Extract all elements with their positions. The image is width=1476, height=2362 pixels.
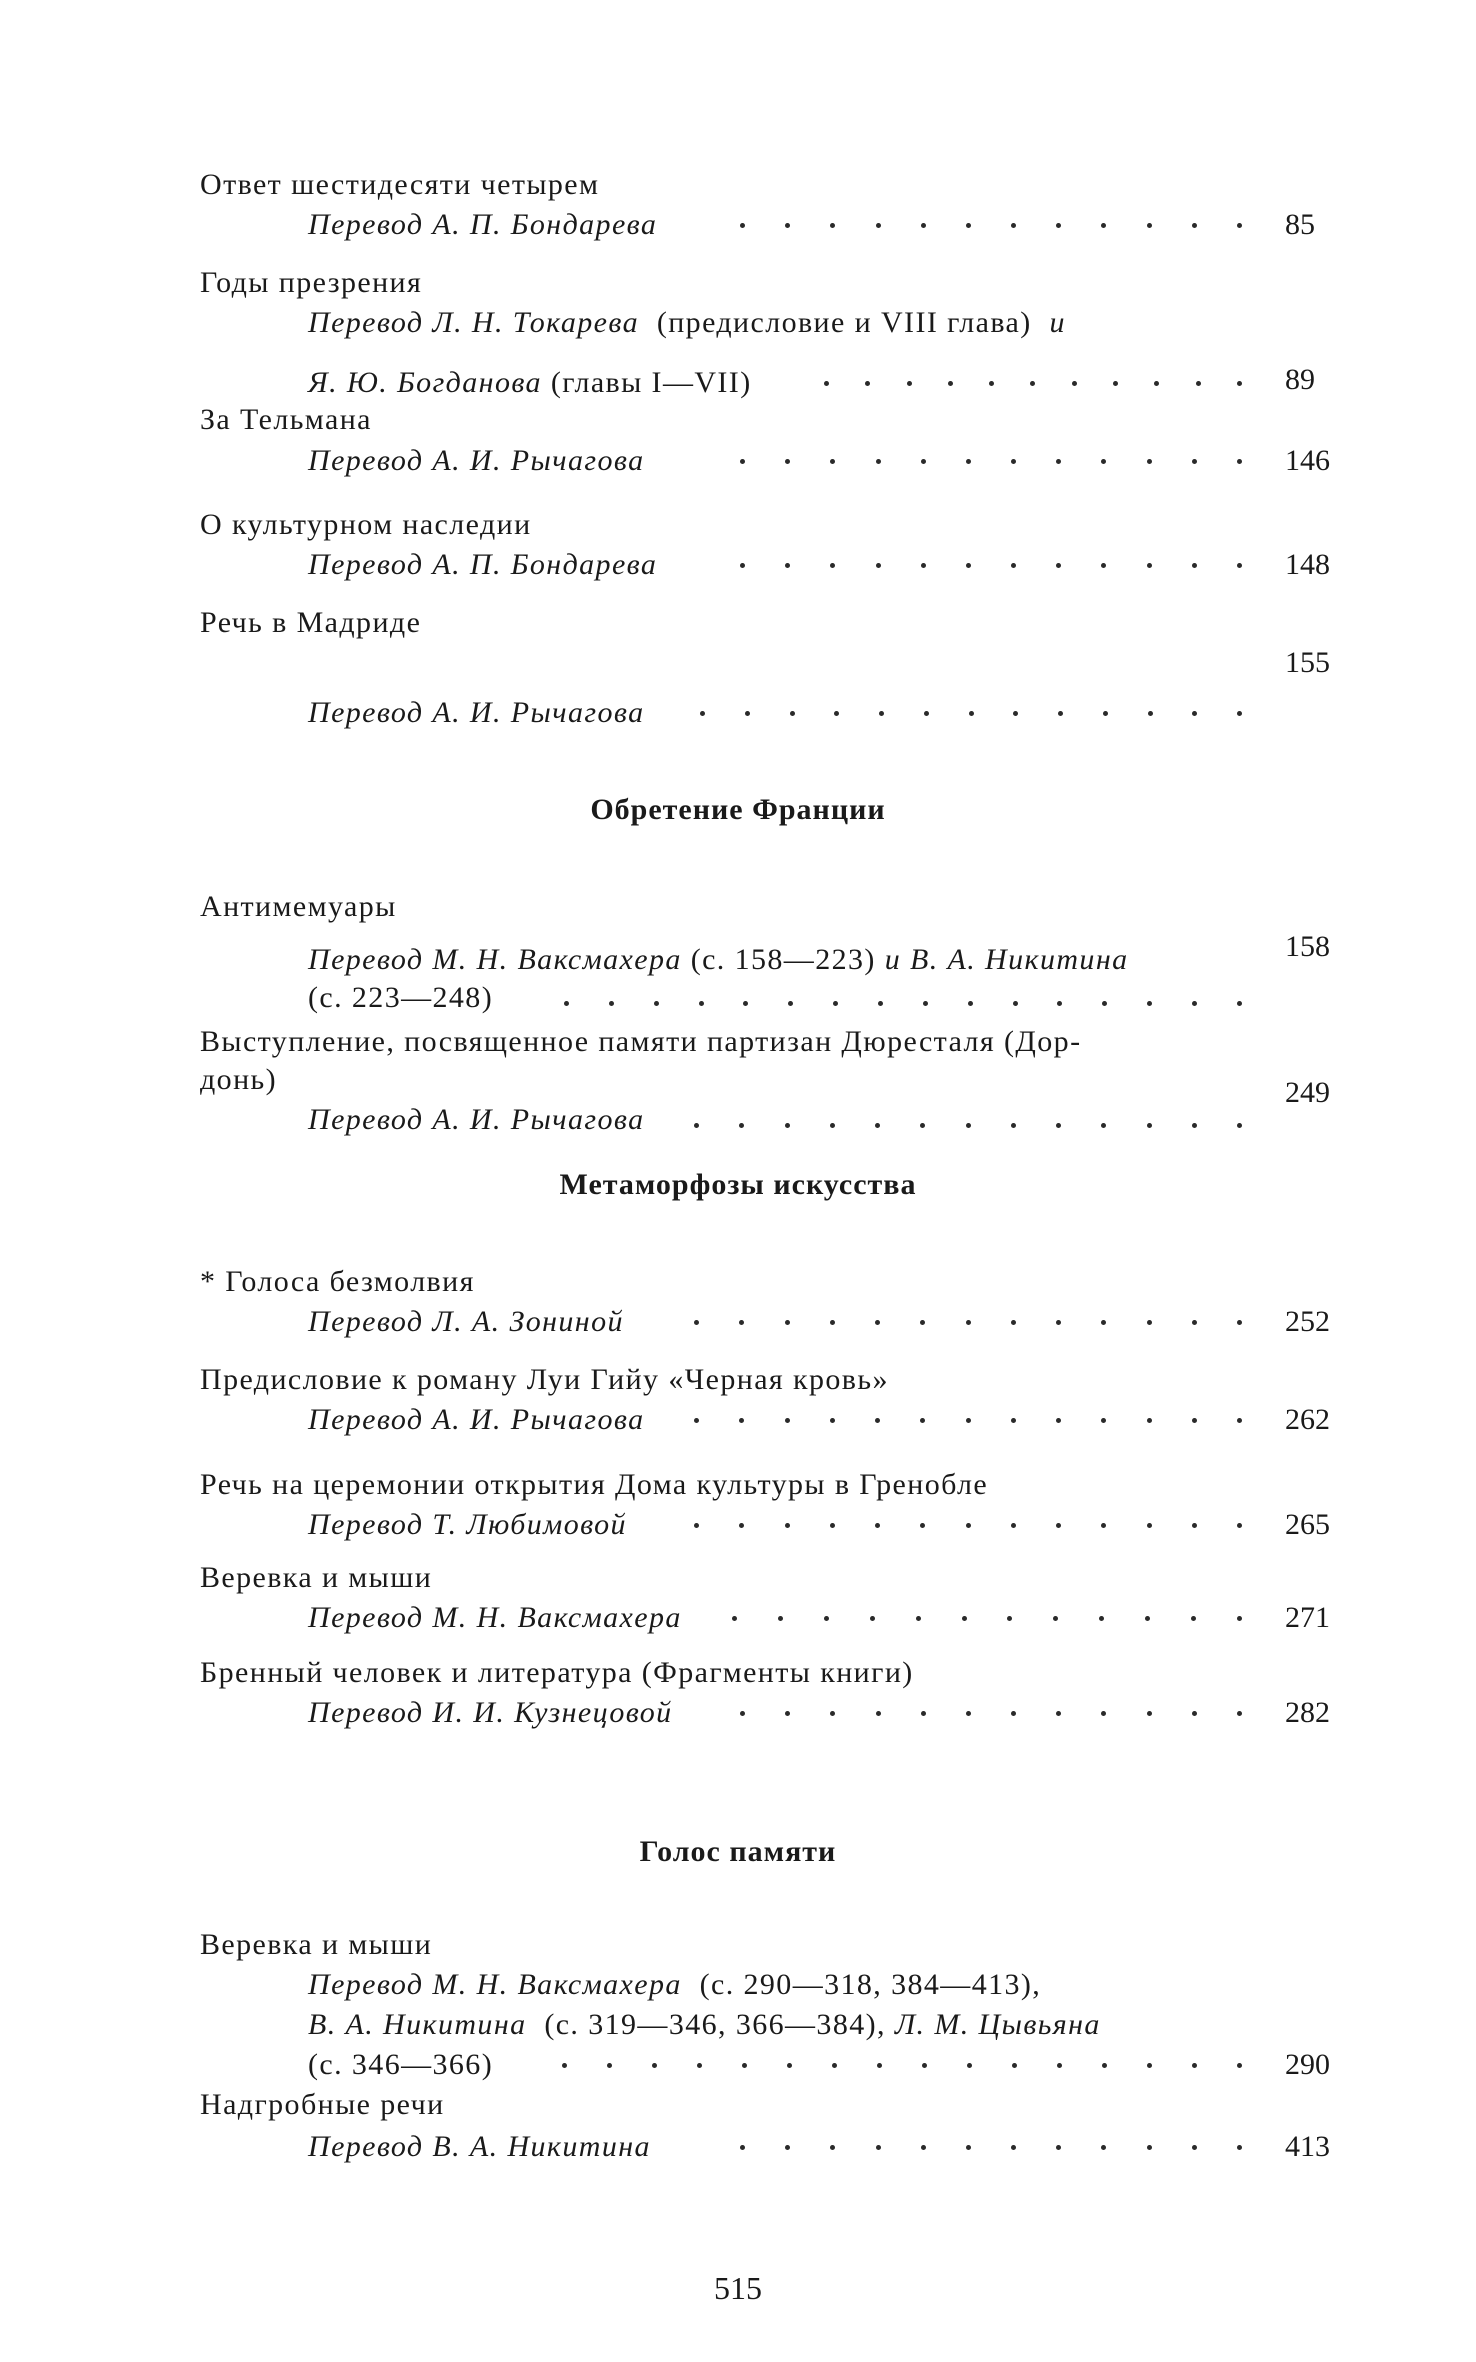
- section-heading: Обретение Франции: [590, 793, 886, 826]
- toc-page-number: 85: [1285, 208, 1315, 241]
- toc-entry-translator: Перевод М. Н. Ваксмахера (с. 290—318, 384—413),: [308, 1968, 1042, 2001]
- toc-entry-title: За Тельмана: [200, 403, 372, 436]
- leader-dots: [564, 983, 1242, 1023]
- toc-entry-title: * Голоса безмолвия: [200, 1265, 475, 1298]
- toc-entry-title: Речь на церемонии открытия Дома культуры в Гренобле: [200, 1468, 989, 1501]
- toc-page-number: 89: [1285, 363, 1315, 396]
- toc-entry-title: Надгробные речи: [200, 2088, 445, 2121]
- toc-entry-translator: Перевод А. И. Рычагова: [308, 1103, 645, 1136]
- leader-dots: [694, 1105, 1242, 1145]
- toc-entry-translator: Перевод М. Н. Ваксмахера: [308, 1601, 682, 1634]
- toc-page-number: 282: [1285, 1696, 1330, 1729]
- toc-entry-translator: Перевод А. П. Бондарева: [308, 548, 658, 581]
- toc-page-number: 249: [1285, 1076, 1330, 1109]
- toc-entry-title: Выступление, посвященное памяти партизан Дюресталя (Дор-: [200, 1025, 1082, 1058]
- toc-entry-title: Антимемуары: [200, 890, 397, 923]
- toc-entry-translator: Перевод А. П. Бондарева: [308, 208, 658, 241]
- toc-entry-title: донь): [200, 1063, 277, 1096]
- section-heading: Голос памяти: [639, 1835, 837, 1868]
- toc-page-number: 265: [1285, 1508, 1330, 1541]
- toc-entry-translator: Перевод А. И. Рычагова: [308, 444, 645, 477]
- leader-dots: [740, 441, 1242, 481]
- toc-entry-translator: Перевод В. А. Никитина: [308, 2130, 651, 2163]
- toc-page-number: 290: [1285, 2048, 1330, 2081]
- toc-page-number: 252: [1285, 1305, 1330, 1338]
- toc-entry-translator: В. А. Никитина (с. 319—346, 366—384), Л. М. Цывьяна: [308, 2008, 1101, 2041]
- toc-entry-translator: Перевод А. И. Рычагова: [308, 1403, 645, 1436]
- toc-page-number: 262: [1285, 1403, 1330, 1436]
- leader-dots: [740, 1693, 1242, 1733]
- leader-dots: [740, 545, 1242, 585]
- toc-page-number: 413: [1285, 2130, 1330, 2163]
- toc-page-number: 148: [1285, 548, 1330, 581]
- toc-entry-translator: Перевод Т. Любимовой: [308, 1508, 627, 1541]
- toc-entry-title: Предисловие к роману Луи Гийу «Черная кровь»: [200, 1363, 889, 1396]
- leader-dots: [694, 1400, 1242, 1440]
- toc-entry-title: Веревка и мыши: [200, 1928, 433, 1961]
- toc-entry-translator: Перевод Л. А. Зониной: [308, 1305, 624, 1338]
- toc-entry-translator: (с. 346—366): [308, 2048, 494, 2081]
- toc-entry-title: Веревка и мыши: [200, 1561, 433, 1594]
- toc-entry-translator: Перевод М. Н. Ваксмахера (с. 158—223) и В. А. Никитина: [308, 943, 1129, 976]
- toc-entry-title: Бренный человек и литература (Фрагменты книги): [200, 1656, 914, 1689]
- toc-page-number: 146: [1285, 444, 1330, 477]
- toc-page-number: 271: [1285, 1601, 1330, 1634]
- toc-entry-translator: Перевод И. И. Кузнецовой: [308, 1696, 673, 1729]
- toc-entry-translator: (с. 223—248): [308, 981, 494, 1014]
- toc-entry-title: Годы презрения: [200, 266, 423, 299]
- leader-dots: [740, 2127, 1242, 2167]
- leader-dots: [740, 205, 1242, 245]
- toc-page-number: 158: [1285, 930, 1330, 963]
- toc-entry-title: Речь в Мадриде: [200, 606, 422, 639]
- section-heading: Метаморфозы искусства: [559, 1168, 917, 1201]
- leader-dots: [824, 363, 1242, 403]
- page-number: 515: [714, 2270, 762, 2306]
- toc-entry-translator: Перевод Л. Н. Токарева (предисловие и VIII глава) и: [308, 306, 1066, 339]
- toc-entry-translator: Перевод А. И. Рычагова: [308, 696, 645, 729]
- toc-page-number: 155: [1285, 646, 1330, 679]
- toc-entry-translator: Я. Ю. Богданова (главы I—VII): [308, 366, 752, 399]
- toc-entry-title: Ответ шестидесяти четырем: [200, 168, 600, 201]
- leader-dots: [700, 693, 1242, 733]
- leader-dots: [694, 1302, 1242, 1342]
- toc-entry-title: О культурном наследии: [200, 508, 532, 541]
- leader-dots: [694, 1505, 1242, 1545]
- leader-dots: [562, 2045, 1242, 2085]
- leader-dots: [732, 1598, 1242, 1638]
